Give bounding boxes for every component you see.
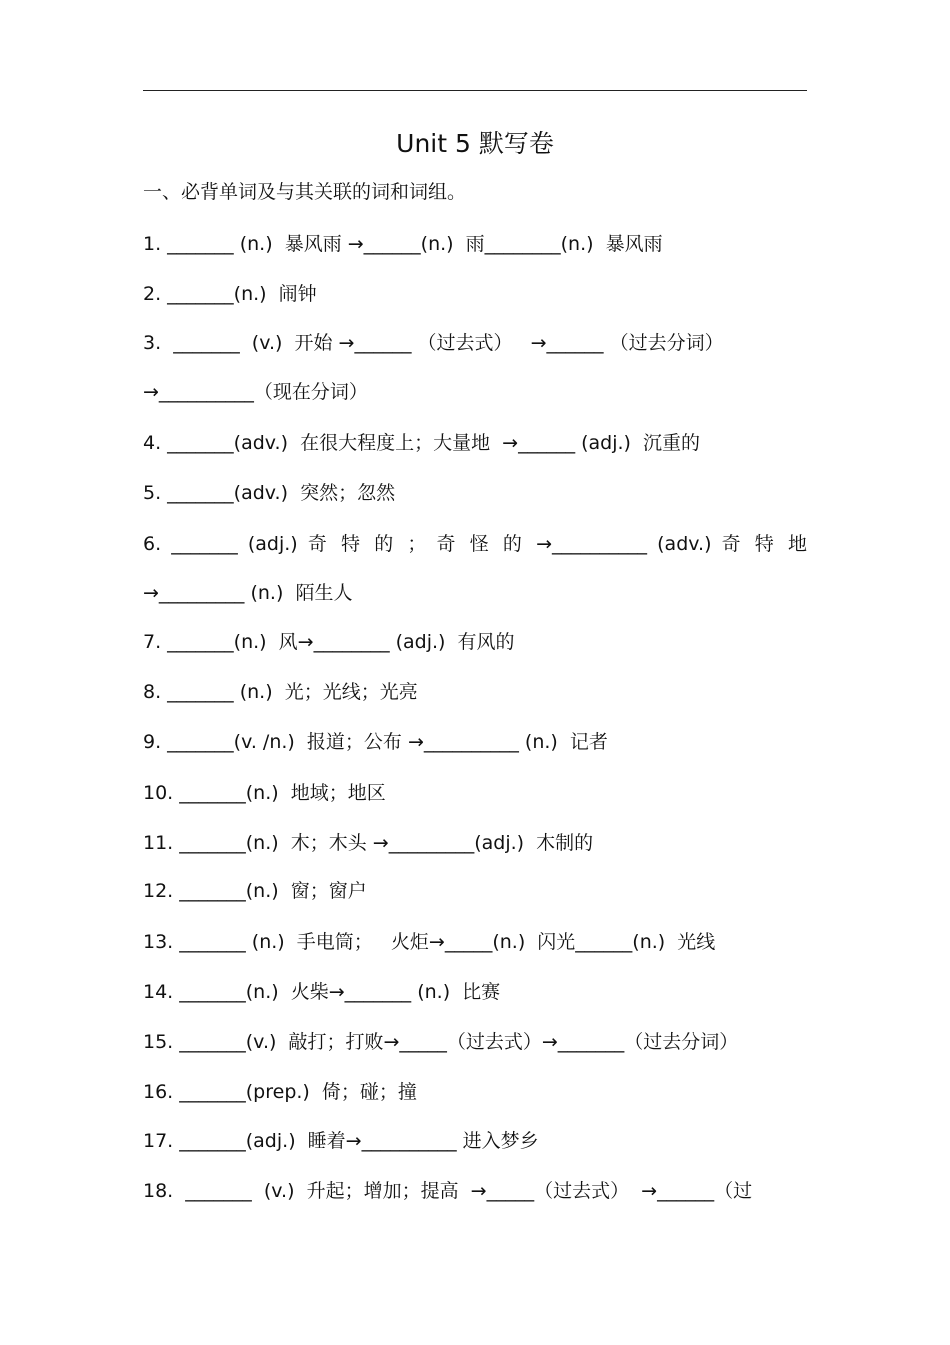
exercise-line-17: 17. _______(adj.) 睡着→__________ 进入梦乡: [143, 1130, 539, 1152]
exercise-line-4: 4. _______(adv.) 在很大程度上；大量地 →______ (adj.) 沉重的: [143, 432, 701, 454]
exercise-line-3-continued: →__________（现在分词）: [143, 381, 368, 403]
exercise-line-16: 16. _______(prep.) 倚；碰；撞: [143, 1081, 417, 1103]
page-title: Unit 5 默写卷: [396, 129, 554, 158]
exercise-line-1: 1. _______ (n.) 暴风雨 →______(n.) 雨________(n.) 暴风雨: [143, 233, 663, 255]
header-rule: [143, 90, 807, 91]
exercise-line-6-continued: →_________ (n.) 陌生人: [143, 582, 353, 604]
exercise-line-18: 18. _______ (v.) 升起；增加；提高 →_____（过去式） →______（过: [143, 1180, 753, 1202]
exercise-line-7: 7. _______(n.) 风→________ (adj.) 有风的: [143, 631, 515, 653]
exercise-line-6: 6. _______ (adj.) 奇 特 的 ； 奇 怪 的 →__________ (adv.) 奇 特 地: [143, 533, 807, 555]
exercise-line-8: 8. _______ (n.) 光；光线；光亮: [143, 681, 418, 703]
exercise-line-10: 10. _______(n.) 地域；地区: [143, 782, 386, 804]
exercise-line-13: 13. _______ (n.) 手电筒； 火炬→_____(n.) 闪光______(n.) 光线: [143, 931, 716, 953]
exercise-line-14: 14. _______(n.) 火柴→_______ (n.) 比赛: [143, 981, 501, 1003]
exercise-line-2: 2. _______(n.) 闹钟: [143, 283, 317, 305]
exercise-line-3: 3. _______ (v.) 开始 →______ （过去式） →______ （过去分词）: [143, 332, 724, 354]
exercise-line-9: 9. _______(v. /n.) 报道；公布 →__________ (n.) 记者: [143, 731, 608, 753]
exercise-line-12: 12. _______(n.) 窗；窗户: [143, 880, 367, 902]
exercise-line-15: 15. _______(v.) 敲打；打败→_____（过去式）→_______（过去分词）: [143, 1031, 739, 1053]
exercise-line-5: 5. _______(adv.) 突然；忽然: [143, 482, 396, 504]
section-heading: 一、必背单词及与其关联的词和词组。: [143, 181, 467, 203]
exercise-line-11: 11. _______(n.) 木；木头 →_________(adj.) 木制的: [143, 832, 594, 854]
